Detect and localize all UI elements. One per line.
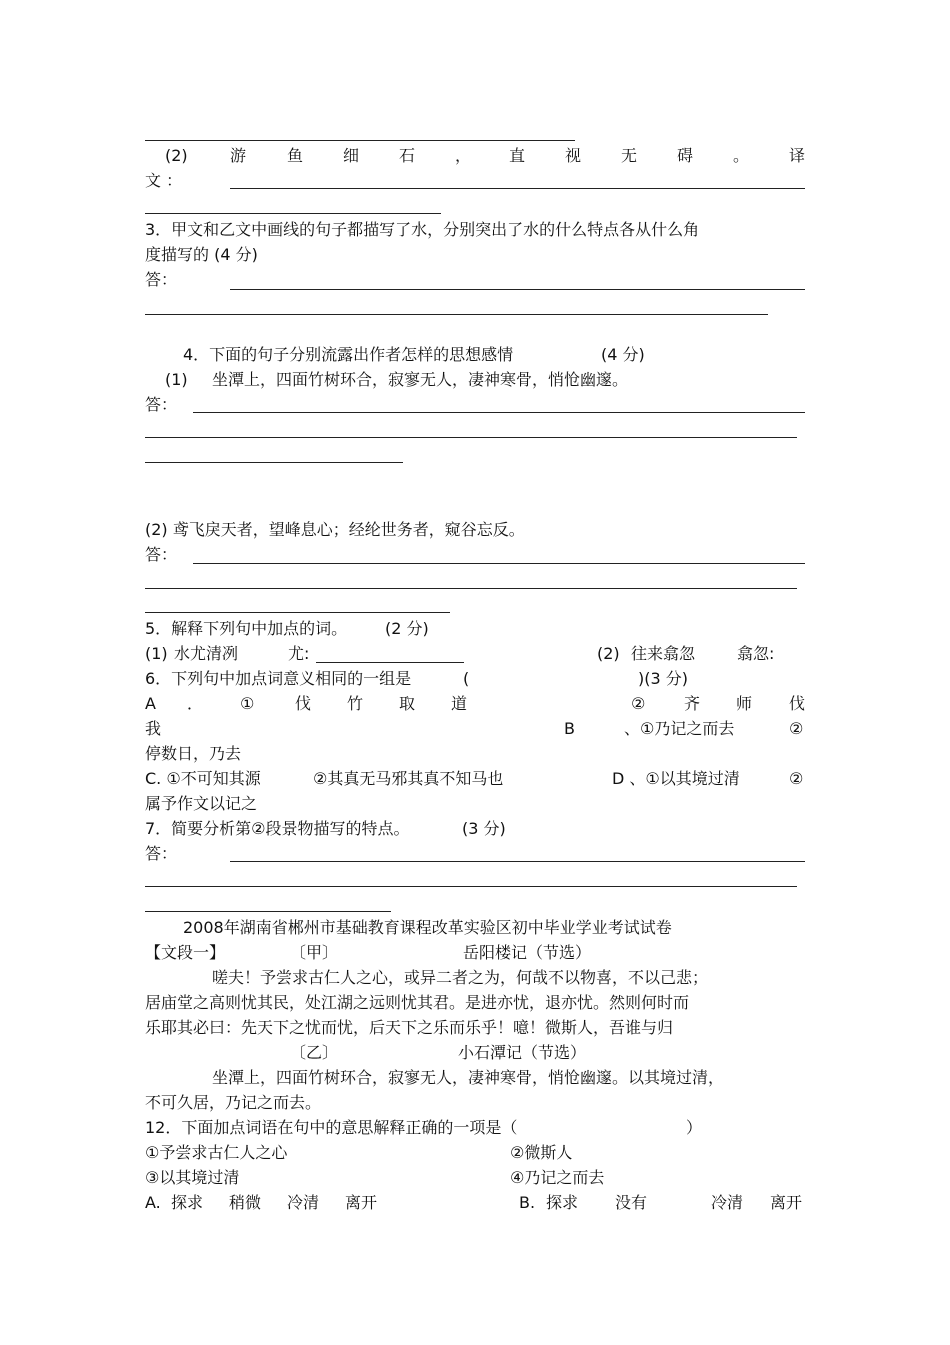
- answer-line: [145, 911, 391, 912]
- sentence-char: 直: [509, 146, 526, 165]
- option-b-word: 冷清: [711, 1193, 744, 1212]
- question-5-word-2: 翕忽:: [737, 644, 775, 663]
- question-12-item: ①予尝求古仁人之心: [145, 1143, 288, 1162]
- sentence-char: ，: [455, 146, 472, 165]
- option-b-word: 探求: [546, 1193, 579, 1212]
- option-a-char: ②: [631, 694, 646, 713]
- option-a-word: 离开: [345, 1193, 378, 1212]
- passage-jia-text: 乐耶其必曰：先天下之忧而忧，后天下之乐而乐乎！噫！微斯人，吾谁与归: [145, 1018, 674, 1037]
- sentence-char: 细: [343, 146, 360, 165]
- option-a-char: ．: [187, 694, 204, 713]
- question-12-item: ④乃记之而去: [510, 1168, 605, 1187]
- exam-title: 2008年湖南省郴州市基础教育课程改革实验区初中毕业学业考试试卷: [183, 918, 672, 937]
- answer-line: [145, 588, 797, 589]
- question-4-item-1: 坐潭上，四面竹树环合，寂寥无人，凄神寒骨，悄怆幽邃。: [212, 370, 629, 389]
- item-number: (2): [165, 146, 188, 165]
- question-12-item: ②微斯人: [510, 1143, 573, 1162]
- question-5-item-1: 水尤清冽: [174, 644, 239, 663]
- option-a-word: 稍微: [229, 1193, 262, 1212]
- passage-yi-text: 坐潭上，四面竹树环合，寂寥无人，凄神寒骨，悄怆幽邃。以其境过清，: [212, 1068, 725, 1087]
- option-c-text: C. ①不可知其源: [145, 769, 261, 788]
- answer-line: [145, 886, 797, 887]
- answer-line: [145, 612, 450, 613]
- option-a-char: 取: [399, 694, 416, 713]
- option-a-char: ①: [240, 694, 255, 713]
- answer-line: [145, 437, 797, 438]
- passage-jia-text: 居庙堂之高则忧其民，处江湖之远则忧其君。是进亦忧，退亦忧。然则何时而: [145, 993, 690, 1012]
- option-b-word: 离开: [770, 1193, 803, 1212]
- answer-line: [316, 662, 464, 663]
- option-d-wrap: 属予作文以记之: [145, 794, 258, 813]
- question-3-text-cont: 度描写的 (4 分): [145, 245, 258, 264]
- question-5-score: (2 分): [385, 619, 429, 638]
- option-b-text: 、①乃记之而去: [624, 719, 735, 738]
- answer-paren-close: ）: [686, 1118, 703, 1137]
- sentence-char: 译: [789, 146, 806, 165]
- item-number: (2): [597, 644, 620, 663]
- question-6-title: 6．下列句中加点词意义相同的一组是: [145, 669, 412, 688]
- option-b-circle: ②: [789, 719, 804, 738]
- sentence-char: 碍: [677, 146, 694, 165]
- option-a-char: 伐: [295, 694, 312, 713]
- answer-line: [193, 412, 805, 413]
- answer-line: [145, 140, 575, 141]
- sentence-char: 无: [621, 146, 638, 165]
- option-a-char: A: [145, 694, 156, 713]
- passage-jia-title: 岳阳楼记（节选）: [463, 943, 592, 962]
- answer-label: 答：: [145, 395, 178, 414]
- option-a-char: 伐: [789, 694, 806, 713]
- question-4-title: 4．下面的句子分别流露出作者怎样的思想感情: [183, 345, 514, 364]
- option-a-char: 师: [736, 694, 753, 713]
- option-d-circle: ②: [789, 769, 804, 788]
- question-5-title: 5．解释下列句中加点的词。: [145, 619, 348, 638]
- answer-paren-open: (: [463, 669, 470, 688]
- question-5-item-2: 往来翕忽: [631, 644, 696, 663]
- option-b-label: B: [564, 719, 575, 738]
- question-12-title: 12．下面加点词语在句中的意思解释正确的一项是（: [145, 1118, 518, 1137]
- option-a-word: 冷清: [287, 1193, 320, 1212]
- option-d-text: D 、①以其境过清: [612, 769, 740, 788]
- passage-yi-text: 不可久居，乃记之而去。: [145, 1093, 322, 1112]
- answer-line: [230, 861, 805, 862]
- answer-line: [193, 563, 805, 564]
- answer-line: [145, 462, 403, 463]
- sentence-char: 鱼: [287, 146, 304, 165]
- answer-line: [145, 213, 441, 214]
- sentence-char: 。: [733, 146, 750, 165]
- passage-jia-label: 〔甲〕: [290, 943, 339, 962]
- option-a-char: 齐: [684, 694, 701, 713]
- answer-label: 答：: [145, 844, 178, 863]
- sentence-char: 游: [230, 146, 247, 165]
- passage-yi-label: 〔乙〕: [290, 1043, 339, 1062]
- question-5-word-1: 尤:: [288, 644, 310, 663]
- translation-label: 文 ：: [145, 171, 183, 190]
- answer-label: 答：: [145, 545, 178, 564]
- question-6-score: )(3 分): [638, 669, 688, 688]
- option-a-wrap: 我: [145, 719, 162, 738]
- option-a-label: A.: [145, 1193, 161, 1212]
- option-a-char: 道: [451, 694, 468, 713]
- option-c-text-2: ②其真无马邪其真不知马也: [313, 769, 504, 788]
- option-a-word: 探求: [171, 1193, 204, 1212]
- question-12-item: ③以其境过清: [145, 1168, 240, 1187]
- option-b-word: 没有: [615, 1193, 648, 1212]
- answer-label: 答：: [145, 270, 178, 289]
- passage-yi-title: 小石潭记（节选）: [458, 1043, 587, 1062]
- item-number: (1): [165, 370, 188, 389]
- option-b-label: B.: [519, 1193, 536, 1212]
- sentence-char: 视: [565, 146, 582, 165]
- question-3-text: 3．甲文和乙文中画线的句子都描写了水，分别突出了水的什么特点各从什么角: [145, 220, 700, 239]
- question-4-score: (4 分): [601, 345, 645, 364]
- question-4-item-2: (2) 鸢飞戾天者，望峰息心；经纶世务者，窥谷忘反。: [145, 520, 525, 539]
- answer-line: [230, 188, 805, 189]
- section-label: 【文段一】: [145, 943, 226, 962]
- sentence-char: 石: [399, 146, 416, 165]
- option-b-wrap: 停数日，乃去: [145, 744, 242, 763]
- question-7-score: (3 分): [462, 819, 506, 838]
- option-a-char: 竹: [347, 694, 364, 713]
- answer-line: [230, 289, 805, 290]
- passage-jia-text: 嗟夫！予尝求古仁人之心，或异二者之为，何哉不以物喜，不以己悲；: [212, 968, 709, 987]
- answer-line: [145, 314, 768, 315]
- item-number: (1): [145, 644, 168, 663]
- question-7-title: 7．简要分析第②段景物描写的特点。: [145, 819, 410, 838]
